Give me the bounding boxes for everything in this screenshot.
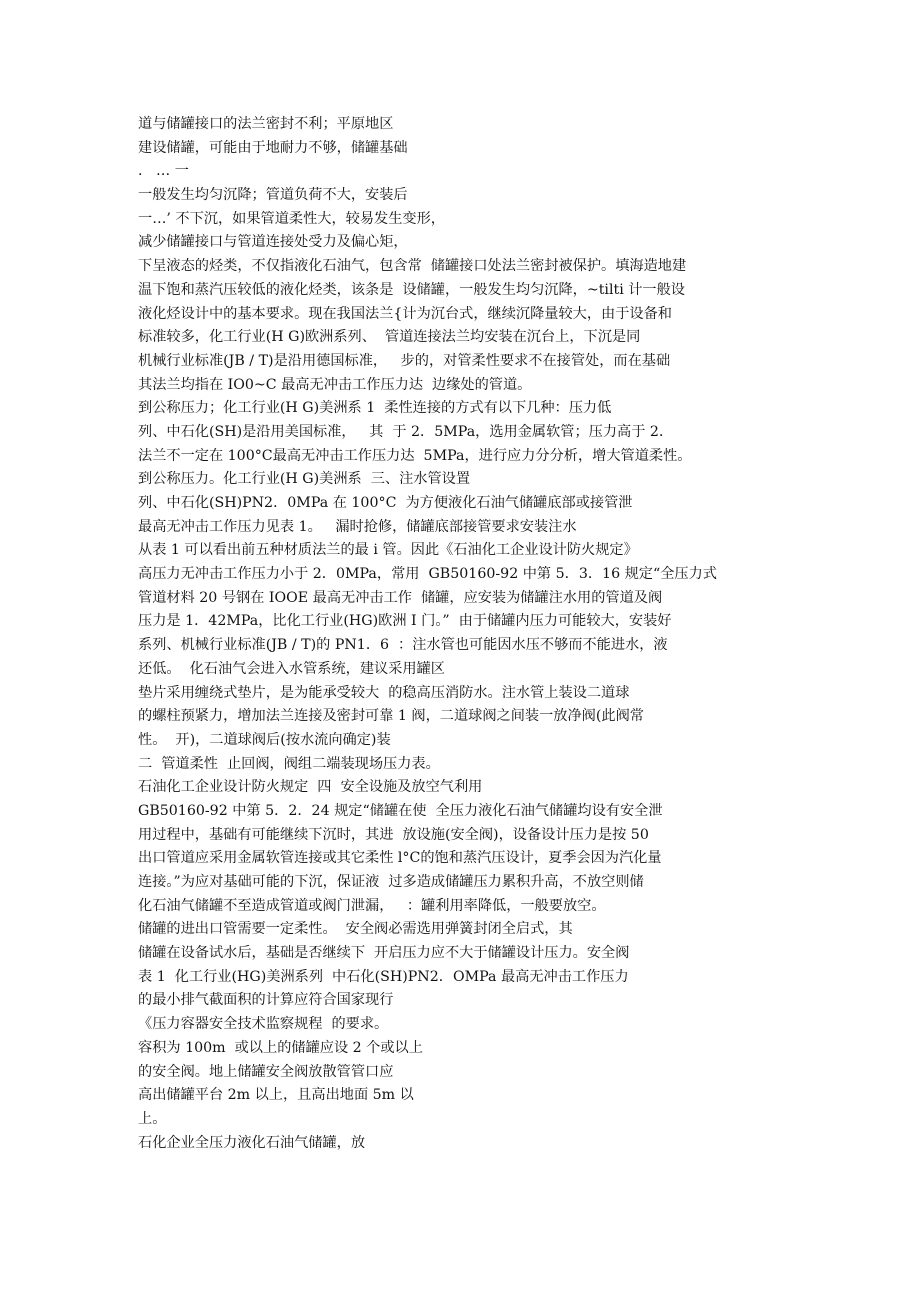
text-line: 一…’ 不下沉，如果管道柔性大，较易发生变形， [138,210,445,227]
text-line: 高出储罐平台 2m 以上，且高出地面 5m 以 [138,1087,414,1104]
text-line: 表 1 化工行业(HG)美洲系列 中石化(SH)PN2．OMPa 最高无冲击工作压力 [138,968,629,985]
text-line: 系列、机械行业标准(JB / T)的 PN1．6 ：注水管也可能因水压不够而不能进水，液 [138,637,668,654]
text-line: 标准较多，化工行业(H G)欧洲系列、 管道连接法兰均安装在沉台上，下沉是同 [138,329,641,346]
text-line: 机械行业标准(JB / T)是沿用德国标准， 步的，对管柔性要求不在接管处，而在基础 [138,352,671,369]
text-line: 管道材料 20 号钢在 IOOE 最高无冲击工作 储罐，应安装为储罐注水用的管道及阀 [138,589,663,606]
text-line: 减少储罐接口与管道连接处受力及偏心矩， [138,234,408,251]
text-line: . … 一 [138,163,189,180]
text-line: GB50160-92 中第 5．2．24 规定“储罐在使 全压力液化石油气储罐均设有安全泄 [138,802,663,819]
text-line: 容积为 100m 或以上的储罐应设 2 个或以上 [138,1039,423,1056]
text-line: 石油化工企业设计防火规定 四 安全设施及放空气利用 [138,779,483,796]
text-line: 列、中石化(SH)PN2．0MPa 在 100°C 为方便液化石油气储罐底部或接管泄 [138,495,633,511]
text-line: 储罐的进出口管需要一定柔性。 安全阀必需选用弹簧封闭全启式，其 [138,921,573,938]
text-line: 到公称压力。化工行业(H G)美洲系 三、注水管设置 [138,471,471,488]
text-line: 的安全阀。地上储罐安全阀放散管管口应 [138,1063,394,1080]
text-line: 《压力容器安全技术监察规程 的要求。 [138,1016,389,1033]
text-line: 高压力无冲击工作压力小于 2．0MPa，常用 GB50160-92 中第 5．3．16 规定“全压力式 [138,566,717,583]
text-line: 液化烃设计中的基本要求。现在我国法兰{计为沉台式，继续沉降量较大，由于设备和 [138,305,672,322]
text-line: 法兰不一定在 100°C最高无冲击工作压力达 5MPa，进行应力分分析，增大管道柔性。 [138,447,692,464]
text-line: 上。 [138,1110,167,1127]
text-line: 用过程中，基础有可能继续下沉时，其进 放设施(安全阀)，设备设计压力是按 50 [138,826,649,843]
document-text-body [138,113,778,1155]
text-line: 的最小排气截面积的计算应符合国家现行 [138,992,394,1009]
text-line: 出口管道应采用金属软管连接或其它柔性 l°C的饱和蒸汽压设计，夏季会因为汽化量 [138,850,662,867]
text-line: 垫片采用缠绕式垫片，是为能承受较大 的稳高压消防水。注水管上装设二道球 [138,684,630,701]
text-line: 还低。 化石油气会进入水管系统，建议采用罐区 [138,660,445,677]
text-line: 从表 1 可以看出前五种材质法兰的最 i 管。因此《石油化工企业设计防火规定》 [138,542,638,559]
text-line: 二 管道柔性 止回阀，阀组二端装现场压力表。 [138,755,440,772]
text-line: 性。 开)，二道球阀后(按水流向确定)装 [138,731,391,748]
text-line: 道与储罐接口的法兰密封不利；平原地区 [138,116,394,132]
text-line: 石化企业全压力液化石油气储罐，放 [138,1134,366,1151]
text-line: 储罐在设备试水后，基础是否继续下 开启压力应不大于储罐设计压力。安全阀 [138,945,630,962]
text-line: 到公称压力；化工行业(H G)美洲系 1 柔性连接的方式有以下几种：压力低 [138,400,612,417]
text-line: 一般发生均匀沉降；管道负荷不大，安装后 [138,187,408,204]
text-line: 下呈液态的烃类，不仅指液化石油气，包含常 储罐接口处法兰密封被保护。填海造地建 [138,258,687,275]
text-line: 压力是 1．42MPa，比化工行业(HG)欧洲 I 门。” 由于储罐内压力可能较大，安装好 [138,613,672,630]
text-line: 连接。”为应对基础可能的下沉，保证液 过多造成储罐压力累积升高，不放空则储 [138,874,644,890]
text-line: 化石油气储罐不至造成管道或阀门泄漏， ：罐利用率降低，一般要放空。 [138,897,606,914]
text-line: 的螺柱预紧力，增加法兰连接及密封可靠 1 阀，二道球阀之间装一放净阀(此阀常 [138,708,644,725]
text-line: 最高无冲击工作压力见表 1。 漏时抢修，储罐底部接管要求安装注水 [138,518,577,535]
text-line: 其法兰均指在 IO0~C 最高无冲击工作压力达 边缘处的管道。 [138,376,532,393]
text-line: 列、中石化(SH)是沿用美国标准， 其 于 2．5MPa，选用金属软管；压力高于 2． [138,423,674,440]
text-line: 建设储罐，可能由于地耐力不够，储罐基础 [138,139,408,156]
text-line: 温下饱和蒸汽压较低的液化烃类，该条是 设储罐，一般发生均匀沉降，~tilti 计一般设 [138,281,685,298]
